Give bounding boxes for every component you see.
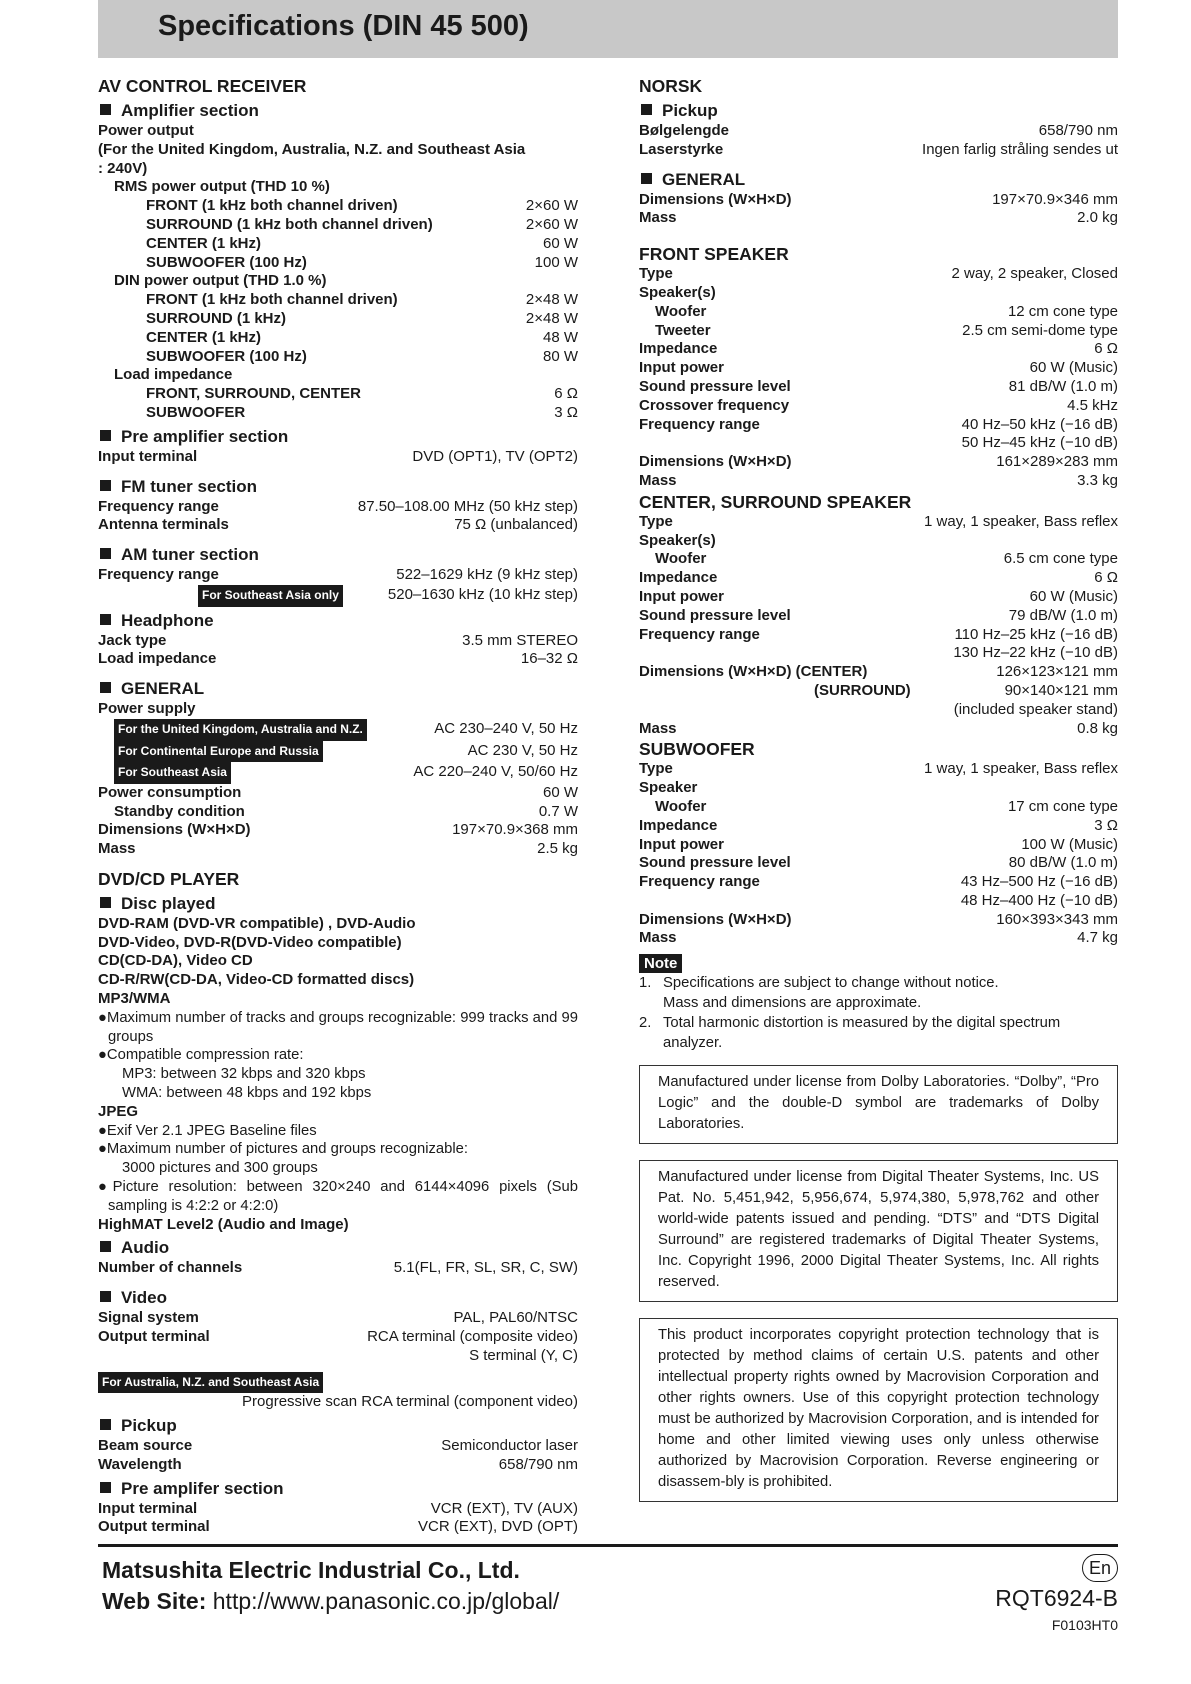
spec-row: Wavelength 658/790 nm <box>98 1455 578 1473</box>
dvd-player-title: DVD/CD PLAYER <box>98 868 240 889</box>
speaker-label: Speaker <box>639 779 698 797</box>
spec-row: Woofer 17 cm cone type <box>655 797 1118 815</box>
spec-row: SURROUND (1 kHz both channel driven) 2×60 W <box>146 215 578 233</box>
spec-row: Mass 0.8 kg <box>639 719 1118 737</box>
bullet-text: ●Picture resolution: between 320×240 and 6144×4096 pixels (Sub sampling is 4:2:2 or 4:2:0) <box>98 1179 578 1214</box>
note-item: 1. Specifications are subject to change without notice. <box>639 975 999 992</box>
spec-row: FRONT (1 kHz both channel driven) 2×48 W <box>146 291 578 309</box>
av-receiver-title: AV CONTROL RECEIVER <box>98 76 307 96</box>
spec-row: Dimensions (W×H×D) (CENTER) 126×123×121 mm <box>639 663 1118 681</box>
spec-row: Mass 3.3 kg <box>639 471 1118 489</box>
region-tag-row <box>98 1372 578 1394</box>
bullet-text: ●Maximum number of pictures and groups recognizable: <box>98 1141 468 1158</box>
spec-row: Laserstyrke Ingen farlig stråling sendes ut <box>639 140 1118 158</box>
speakers-label: Speaker(s) <box>639 531 716 549</box>
am-tuner-title: AM tuner section <box>98 544 578 566</box>
region-tag: For Southeast Asia only <box>198 585 343 607</box>
spec-value: Progressive scan RCA terminal (component video) <box>242 1393 578 1411</box>
spec-row: Frequency range 87.50–108.00 MHz (50 kHz step) <box>98 497 578 515</box>
norsk-title: NORSK <box>639 76 703 96</box>
spec-row: Jack type 3.5 mm STEREO <box>98 631 578 649</box>
speakers-label: Speaker(s) <box>639 283 716 301</box>
video-title: Video <box>98 1287 578 1309</box>
center-surround-title: CENTER, SURROUND SPEAKER <box>639 491 912 512</box>
left-column <box>98 70 578 1537</box>
disc-line: DVD-RAM (DVD-VR compatible) , DVD-Audio <box>98 914 416 932</box>
disc-played-title: Disc played <box>98 893 578 915</box>
dolby-notice: Manufactured under license from Dolby Laboratories. “Dolby”, “Pro Logic” and the double-D symbol are trademarks of Dolby Laboratories. <box>639 1065 1118 1144</box>
region-note-line2: : 240V) <box>98 159 148 177</box>
highmat-label: HighMAT Level2 (Audio and Image) <box>98 1215 349 1233</box>
spec-row: Number of channels 5.1(FL, FR, SL, SR, C, SW) <box>98 1259 578 1277</box>
disc-line: MP3/WMA <box>98 990 171 1008</box>
spec-row: For the United Kingdom, Australia and N.Z. AC 230–240 V, 50 Hz <box>98 719 578 741</box>
sub-text: WMA: between 48 kbps and 192 kbps <box>122 1085 372 1102</box>
general-title: GENERAL <box>98 678 578 700</box>
footer-divider <box>98 1544 1118 1547</box>
spec-row: Impedance 6 Ω <box>639 340 1118 358</box>
spec-row: For Southeast Asia AC 220–240 V, 50/60 Hz <box>98 762 578 784</box>
spec-row: Dimensions (W×H×D) 197×70.9×368 mm <box>98 821 578 839</box>
note-badge: Note <box>639 954 682 973</box>
spec-row: Type 1 way, 1 speaker, Bass reflex <box>639 512 1118 530</box>
spec-row: Output terminal VCR (EXT), DVD (OPT) <box>98 1518 578 1536</box>
din-title: DIN power output (THD 1.0 %) <box>114 272 327 290</box>
spec-row: Power consumption 60 W <box>98 783 578 801</box>
spec-value: 48 Hz–400 Hz (−10 dB) <box>960 891 1118 909</box>
print-code: F0103HT0 <box>1051 1617 1118 1633</box>
amplifier-section-title: Amplifier section <box>98 100 578 122</box>
spec-row: FRONT (1 kHz both channel driven) 2×60 W <box>146 197 578 215</box>
page-header <box>98 0 1118 58</box>
spec-row: Mass 2.5 kg <box>98 840 578 858</box>
spec-row: SURROUND (1 kHz) 2×48 W <box>146 309 578 327</box>
spec-row: Load impedance 16–32 Ω <box>98 650 578 668</box>
disc-line: CD(CD-DA), Video CD <box>98 952 253 970</box>
preamp2-title: Pre amplifer section <box>98 1478 578 1500</box>
dts-notice: Manufactured under license from Digital Theater Systems, Inc. US Pat. No. 5,451,942, 5,956,674, 5,974,380, 5,978,762 and other world-wide patents issued and pending. “DTS” and “DTS Digital Surround” are registered trademarks of Digital Theater Systems, Inc. Copyright 1996, 2000 Digital Theater Systems, Inc. All rights reserved. <box>639 1160 1118 1302</box>
spec-row: FRONT, SURROUND, CENTER 6 Ω <box>146 385 578 403</box>
spec-row: Mass 2.0 kg <box>639 209 1118 227</box>
spec-row: Dimensions (W×H×D) 197×70.9×346 mm <box>639 190 1118 208</box>
pickup-title: Pickup <box>639 100 1118 122</box>
note-item-cont: Mass and dimensions are approximate. <box>663 995 922 1012</box>
spec-value: 50 Hz–45 kHz (−10 dB) <box>961 434 1118 452</box>
bullet-text: ●Compatible compression rate: <box>98 1047 304 1064</box>
website-url: http://www.panasonic.co.jp/global/ <box>212 1588 560 1614</box>
bullet-text: ●Maximum number of tracks and groups recognizable: 999 tracks and 99 groups <box>98 1009 578 1045</box>
spec-row: Input terminal DVD (OPT1), TV (OPT2) <box>98 447 578 465</box>
region-tag: For Australia, N.Z. and Southeast Asia <box>98 1372 323 1394</box>
region-tag: For the United Kingdom, Australia and N.Z. <box>114 719 367 741</box>
website <box>102 1588 559 1615</box>
spec-value: (included speaker stand) <box>953 700 1118 718</box>
page-title: Specifications (DIN 45 500) <box>158 10 529 42</box>
spec-row: Input power 60 W (Music) <box>639 359 1118 377</box>
sub-text: 3000 pictures and 300 groups <box>122 1160 318 1177</box>
spec-row: Crossover frequency 4.5 kHz <box>639 396 1118 414</box>
spec-row: Impedance 3 Ω <box>639 816 1118 834</box>
spec-row: Frequency range 43 Hz–500 Hz (−16 dB) <box>639 873 1118 891</box>
bullet-text: ●Exif Ver 2.1 JPEG Baseline files <box>98 1122 317 1139</box>
company-name: Matsushita Electric Industrial Co., Ltd. <box>102 1557 520 1583</box>
note-item: 2. Total harmonic distortion is measured by the digital spectrum analyzer. <box>639 1015 1061 1052</box>
region-note-line1: (For the United Kingdom, Australia, N.Z. and Southeast Asia <box>98 140 526 158</box>
spec-row: SUBWOOFER (100 Hz) 100 W <box>146 253 578 271</box>
spec-row: Bølgelengde 658/790 nm <box>639 122 1118 139</box>
spec-row: Sound pressure level 80 dB/W (1.0 m) <box>639 854 1118 872</box>
preamp-section-title: Pre amplifier section <box>98 426 578 448</box>
spec-row: Frequency range 522–1629 kHz (9 kHz step) <box>98 566 578 584</box>
spec-row: Tweeter 2.5 cm semi-dome type <box>655 321 1118 339</box>
spec-row: Antenna terminals 75 Ω (unbalanced) <box>98 516 578 534</box>
disc-line: CD-R/RW(CD-DA, Video-CD formatted discs) <box>98 971 415 989</box>
spec-row: CENTER (1 kHz) 60 W <box>146 234 578 252</box>
load-impedance-title: Load impedance <box>114 366 233 384</box>
spec-row: Input power 60 W (Music) <box>639 587 1118 605</box>
spec-row: Sound pressure level 79 dB/W (1.0 m) <box>639 606 1118 624</box>
region-tag: For Continental Europe and Russia <box>114 741 323 763</box>
right-column <box>639 70 1118 1502</box>
spec-row: Sound pressure level 81 dB/W (1.0 m) <box>639 377 1118 395</box>
spec-row: SUBWOOFER (100 Hz) 80 W <box>146 347 578 365</box>
spec-value: S terminal (Y, C) <box>469 1346 578 1364</box>
spec-row: CENTER (1 kHz) 48 W <box>146 328 578 346</box>
spec-row: Woofer 6.5 cm cone type <box>655 550 1118 568</box>
spec-row: (SURROUND) 90×140×121 mm <box>814 681 1118 699</box>
power-supply-label: Power supply <box>98 700 196 718</box>
spec-row: Signal system PAL, PAL60/NTSC <box>98 1309 578 1327</box>
subwoofer-title: SUBWOOFER <box>639 739 755 760</box>
spec-row: Frequency range 40 Hz–50 kHz (−16 dB) <box>639 415 1118 433</box>
headphone-title: Headphone <box>98 610 578 632</box>
spec-row: Beam source Semiconductor laser <box>98 1437 578 1455</box>
spec-row: Frequency range 110 Hz–25 kHz (−16 dB) <box>639 625 1118 643</box>
power-output-label: Power output <box>98 122 194 139</box>
disc-line: DVD-Video, DVD-R(DVD-Video compatible) <box>98 933 402 951</box>
spec-row: Standby condition 0.7 W <box>114 802 578 820</box>
front-speaker-title: FRONT SPEAKER <box>639 244 789 265</box>
general-title: GENERAL <box>639 169 1118 191</box>
spec-row: Woofer 12 cm cone type <box>655 302 1118 320</box>
spec-row: Dimensions (W×H×D) 161×289×283 mm <box>639 453 1118 471</box>
spec-row: Mass 4.7 kg <box>639 929 1118 947</box>
spec-row: For Continental Europe and Russia AC 230 V, 50 Hz <box>98 741 578 763</box>
fm-tuner-title: FM tuner section <box>98 476 578 498</box>
spec-row: Output terminal RCA terminal (composite video) <box>98 1328 578 1346</box>
website-label: Web Site: <box>102 1588 207 1614</box>
model-number: RQT6924-B <box>995 1585 1118 1611</box>
spec-row: Input terminal VCR (EXT), TV (AUX) <box>98 1499 578 1517</box>
rms-title: RMS power output (THD 10 %) <box>114 178 330 196</box>
pickup-title: Pickup <box>98 1415 578 1437</box>
jpeg-label: JPEG <box>98 1102 139 1120</box>
spec-row: Type 1 way, 1 speaker, Bass reflex <box>639 760 1118 778</box>
spec-row: Type 2 way, 2 speaker, Closed <box>639 265 1118 283</box>
spec-value: 130 Hz–22 kHz (−10 dB) <box>953 644 1118 662</box>
spec-row: For Southeast Asia only 520–1630 kHz (10 kHz step) <box>98 585 578 607</box>
spec-row: Impedance 6 Ω <box>639 569 1118 587</box>
region-tag: For Southeast Asia <box>114 762 231 784</box>
macrovision-notice: This product incorporates copyright protection technology that is protected by method claims of certain U.S. patents and other intellectual property rights owned by Macrovision Corporation and other rights owners. Use of this copyright protection technology must be authorized by Macrovision Corporation, and is intended for home and other limited viewing uses only unless otherwise authorized by Macrovision Corporation. Reverse engineering or disassem-bly is prohibited. <box>639 1318 1118 1502</box>
audio-title: Audio <box>98 1237 578 1259</box>
sub-text: MP3: between 32 kbps and 320 kbps <box>122 1066 366 1083</box>
spec-row: SUBWOOFER 3 Ω <box>146 403 578 421</box>
spec-row: Input power 100 W (Music) <box>639 835 1118 853</box>
spec-row: Dimensions (W×H×D) 160×393×343 mm <box>639 910 1118 928</box>
language-badge: En <box>1082 1554 1118 1582</box>
